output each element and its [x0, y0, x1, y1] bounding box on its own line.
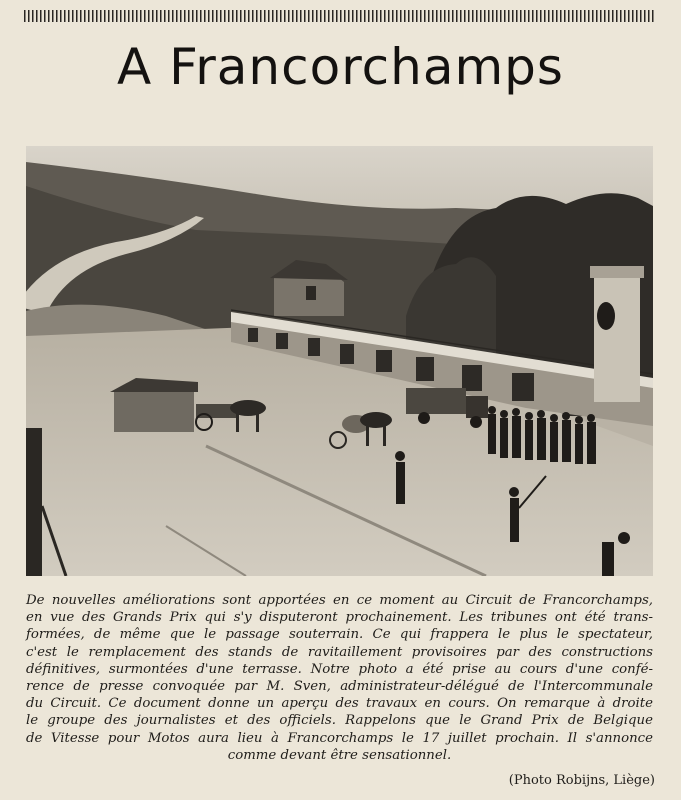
- caption-line: rence de presse convoquée par M. Sven, administrateur-délégué de l'Intercommunale: [26, 679, 653, 695]
- photo-tower: [590, 266, 644, 402]
- caption-line: définitives, surmontées d'une terrasse. Notre photo a été prise au cours d'une confé-: [26, 661, 653, 677]
- photo-post: [26, 428, 42, 576]
- caption-line: du Circuit. Ce document donne un aperçu des travaux en cours. On remarque à droite: [26, 696, 653, 712]
- caption-line: De nouvelles améliorations sont apportées en ce moment au Circuit de Francorchamps,: [26, 593, 653, 608]
- caption-line: formées, de même que le passage souterrain. Ce qui frappera le plus le spectateur,: [26, 627, 653, 643]
- caption-line: de Vitesse pour Motos aura lieu à Francorchamps le 17 juillet prochain. Il s'annonce: [26, 730, 653, 746]
- article-title: A Francorchamps: [117, 38, 564, 96]
- article-photo: [26, 146, 653, 576]
- photo-credit: (Photo Robijns, Liège): [508, 773, 655, 788]
- article-caption: [26, 592, 653, 764]
- caption-line: en vue des Grands Prix qui s'y disputeront prochainement. Les tribunes ont été trans-: [26, 610, 653, 626]
- caption-line: le groupe des journalistes et des officiels. Rappelons que le Grand Prix de Belgique: [26, 713, 653, 729]
- top-rule-hatching: [24, 10, 655, 22]
- caption-line: c'est le remplacement des stands de ravitaillement provisoires par des constructions: [26, 644, 653, 660]
- caption-line: comme devant être sensationnel.: [227, 747, 452, 763]
